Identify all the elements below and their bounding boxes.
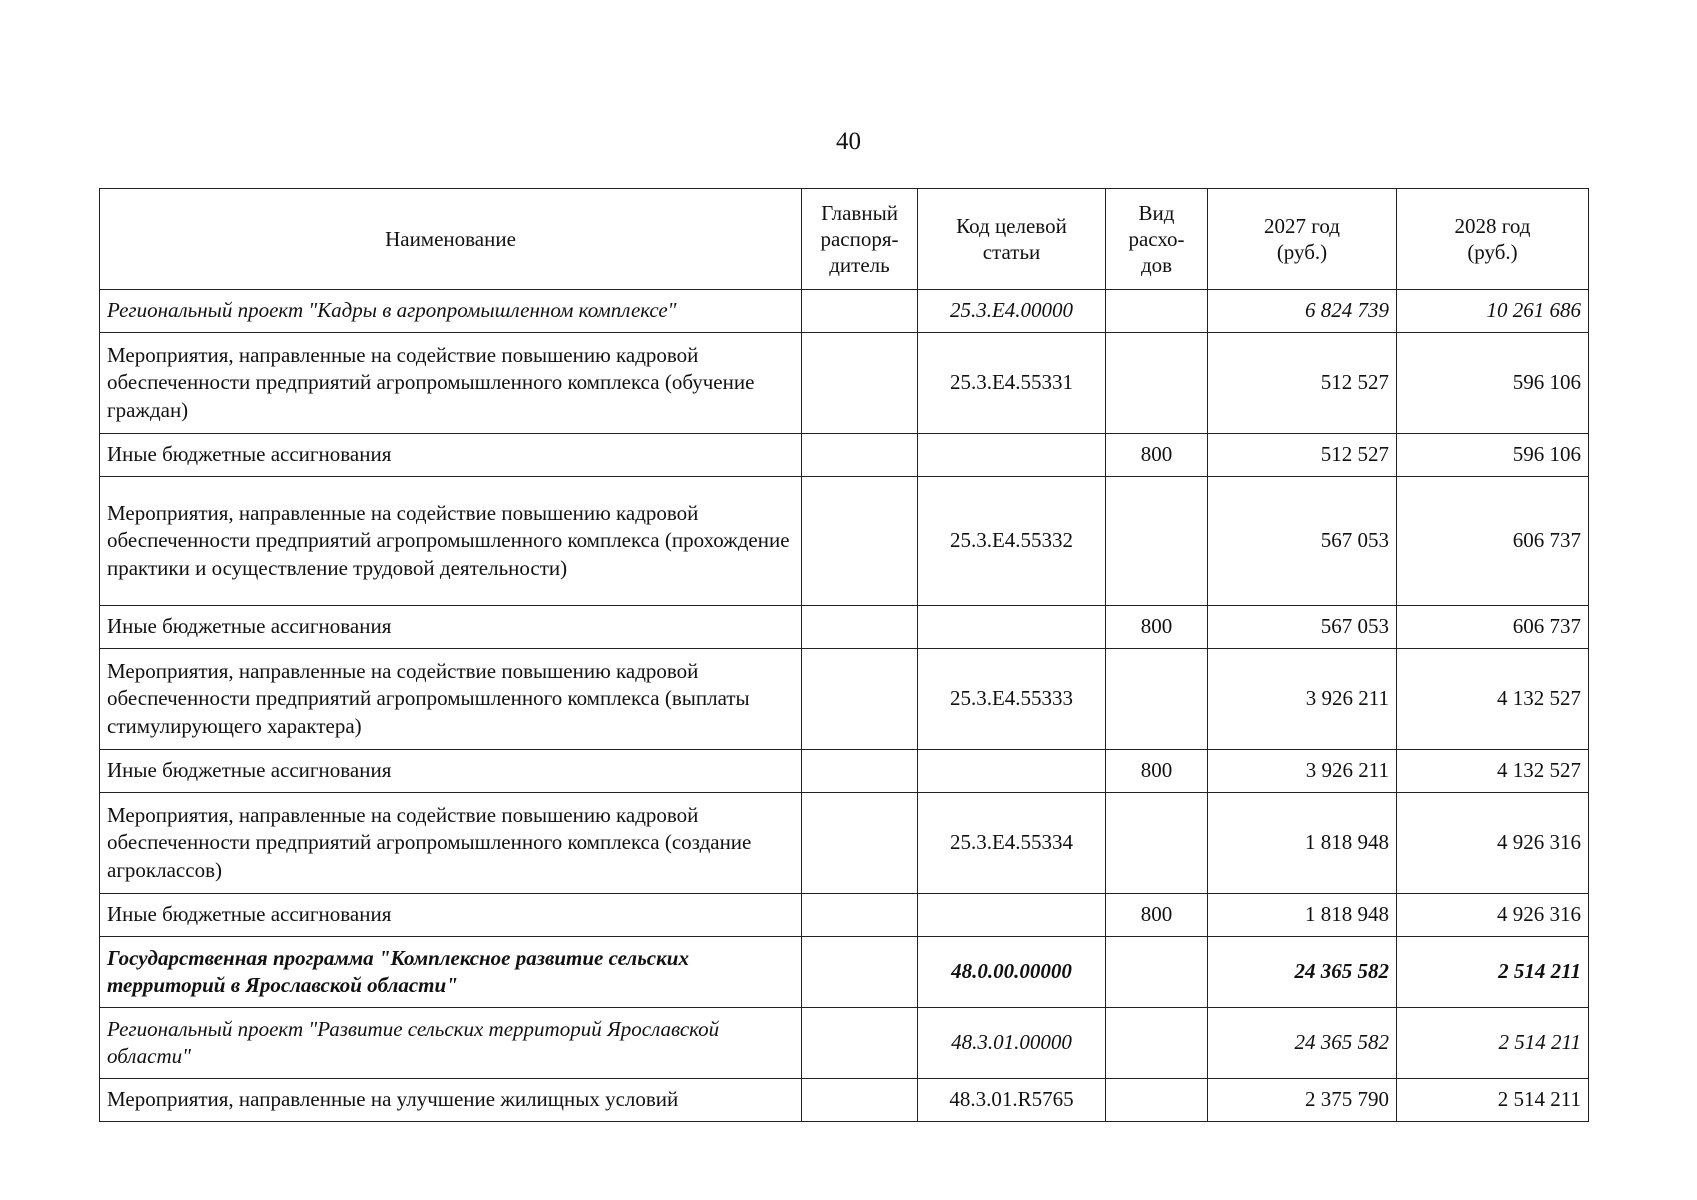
- cell-name: Иные бюджетные ассигнования: [100, 606, 802, 649]
- cell-type: 800: [1106, 434, 1208, 477]
- header-manager: Главный распоря- дитель: [802, 189, 918, 290]
- table-row: [100, 750, 1589, 793]
- cell-2027: 24 365 582: [1208, 937, 1397, 1008]
- cell-code: 25.3.E4.55332: [918, 477, 1106, 606]
- header-code: Код целевой статьи: [918, 189, 1106, 290]
- table-row: [100, 894, 1589, 937]
- cell-code: [918, 434, 1106, 477]
- cell-2028: 4 132 527: [1397, 750, 1589, 793]
- cell-name: Региональный проект "Развитие сельских территорий Ярославской области": [100, 1008, 802, 1079]
- cell-2027: 567 053: [1208, 477, 1397, 606]
- header-type: Вид расхо- дов: [1106, 189, 1208, 290]
- cell-2027: 512 527: [1208, 434, 1397, 477]
- cell-name: Мероприятия, направленные на содействие повышению кадровой обеспеченности предприятий агропромышленного комплекса (выплаты стимулирующего характера): [100, 649, 802, 750]
- cell-code: 48.3.01.R5765: [918, 1079, 1106, 1122]
- cell-manager: [802, 793, 918, 894]
- cell-type: 800: [1106, 894, 1208, 937]
- cell-name: Мероприятия, направленные на содействие повышению кадровой обеспеченности предприятий агропромышленного комплекса (прохождение практики и осуществление трудовой деятельности): [100, 477, 802, 606]
- table-row: [100, 606, 1589, 649]
- table-row: [100, 290, 1589, 333]
- cell-type: [1106, 649, 1208, 750]
- cell-code: 25.3.E4.55333: [918, 649, 1106, 750]
- cell-name: Мероприятия, направленные на содействие повышению кадровой обеспеченности предприятий агропромышленного комплекса (создание агроклассов): [100, 793, 802, 894]
- cell-manager: [802, 1079, 918, 1122]
- cell-2028: 2 514 211: [1397, 1079, 1589, 1122]
- table-row: [100, 434, 1589, 477]
- cell-2028: 596 106: [1397, 333, 1589, 434]
- table-row: [100, 793, 1589, 894]
- cell-manager: [802, 606, 918, 649]
- cell-name: Иные бюджетные ассигнования: [100, 894, 802, 937]
- cell-2027: 3 926 211: [1208, 649, 1397, 750]
- cell-2027: 1 818 948: [1208, 894, 1397, 937]
- cell-type: 800: [1106, 750, 1208, 793]
- cell-2027: 2 375 790: [1208, 1079, 1397, 1122]
- cell-type: [1106, 1079, 1208, 1122]
- cell-2028: 4 926 316: [1397, 793, 1589, 894]
- cell-manager: [802, 937, 918, 1008]
- cell-2028: 2 514 211: [1397, 1008, 1589, 1079]
- cell-code: 25.3.E4.55331: [918, 333, 1106, 434]
- table-row: [100, 1079, 1589, 1122]
- cell-name: Иные бюджетные ассигнования: [100, 750, 802, 793]
- cell-type: [1106, 1008, 1208, 1079]
- cell-manager: [802, 477, 918, 606]
- cell-2027: 3 926 211: [1208, 750, 1397, 793]
- cell-name: Региональный проект "Кадры в агропромышленном комплексе": [100, 290, 802, 333]
- table-row: [100, 649, 1589, 750]
- cell-2027: 567 053: [1208, 606, 1397, 649]
- cell-code: 48.3.01.00000: [918, 1008, 1106, 1079]
- page-number: 40: [836, 128, 861, 155]
- cell-type: [1106, 793, 1208, 894]
- cell-code: 25.3.E4.00000: [918, 290, 1106, 333]
- cell-2027: 1 818 948: [1208, 793, 1397, 894]
- header-name: Наименование: [100, 189, 802, 290]
- table-header-row: [100, 189, 1589, 290]
- cell-type: [1106, 937, 1208, 1008]
- cell-manager: [802, 290, 918, 333]
- header-2027: 2027 год (руб.): [1208, 189, 1397, 290]
- cell-manager: [802, 649, 918, 750]
- cell-name: Государственная программа "Комплексное развитие сельских территорий в Ярославской области": [100, 937, 802, 1008]
- cell-code: 48.0.00.00000: [918, 937, 1106, 1008]
- table-row: [100, 477, 1589, 606]
- cell-name: Иные бюджетные ассигнования: [100, 434, 802, 477]
- cell-2028: 4 926 316: [1397, 894, 1589, 937]
- cell-manager: [802, 333, 918, 434]
- cell-2028: 4 132 527: [1397, 649, 1589, 750]
- header-2028: 2028 год (руб.): [1397, 189, 1589, 290]
- cell-manager: [802, 1008, 918, 1079]
- cell-name: Мероприятия, направленные на содействие повышению кадровой обеспеченности предприятий агропромышленного комплекса (обучение граждан): [100, 333, 802, 434]
- table-row: [100, 937, 1589, 1008]
- budget-table: [99, 188, 1589, 1122]
- cell-manager: [802, 434, 918, 477]
- cell-code: [918, 606, 1106, 649]
- cell-2027: 6 824 739: [1208, 290, 1397, 333]
- table-row: [100, 1008, 1589, 1079]
- cell-type: 800: [1106, 606, 1208, 649]
- table-row: [100, 333, 1589, 434]
- cell-type: [1106, 290, 1208, 333]
- cell-code: [918, 750, 1106, 793]
- cell-type: [1106, 333, 1208, 434]
- cell-type: [1106, 477, 1208, 606]
- cell-2027: 24 365 582: [1208, 1008, 1397, 1079]
- cell-2028: 606 737: [1397, 477, 1589, 606]
- cell-2027: 512 527: [1208, 333, 1397, 434]
- cell-code: [918, 894, 1106, 937]
- cell-2028: 596 106: [1397, 434, 1589, 477]
- cell-2028: 606 737: [1397, 606, 1589, 649]
- cell-manager: [802, 894, 918, 937]
- cell-2028: 10 261 686: [1397, 290, 1589, 333]
- cell-name: Мероприятия, направленные на улучшение жилищных условий: [100, 1079, 802, 1122]
- cell-2028: 2 514 211: [1397, 937, 1589, 1008]
- cell-manager: [802, 750, 918, 793]
- cell-code: 25.3.E4.55334: [918, 793, 1106, 894]
